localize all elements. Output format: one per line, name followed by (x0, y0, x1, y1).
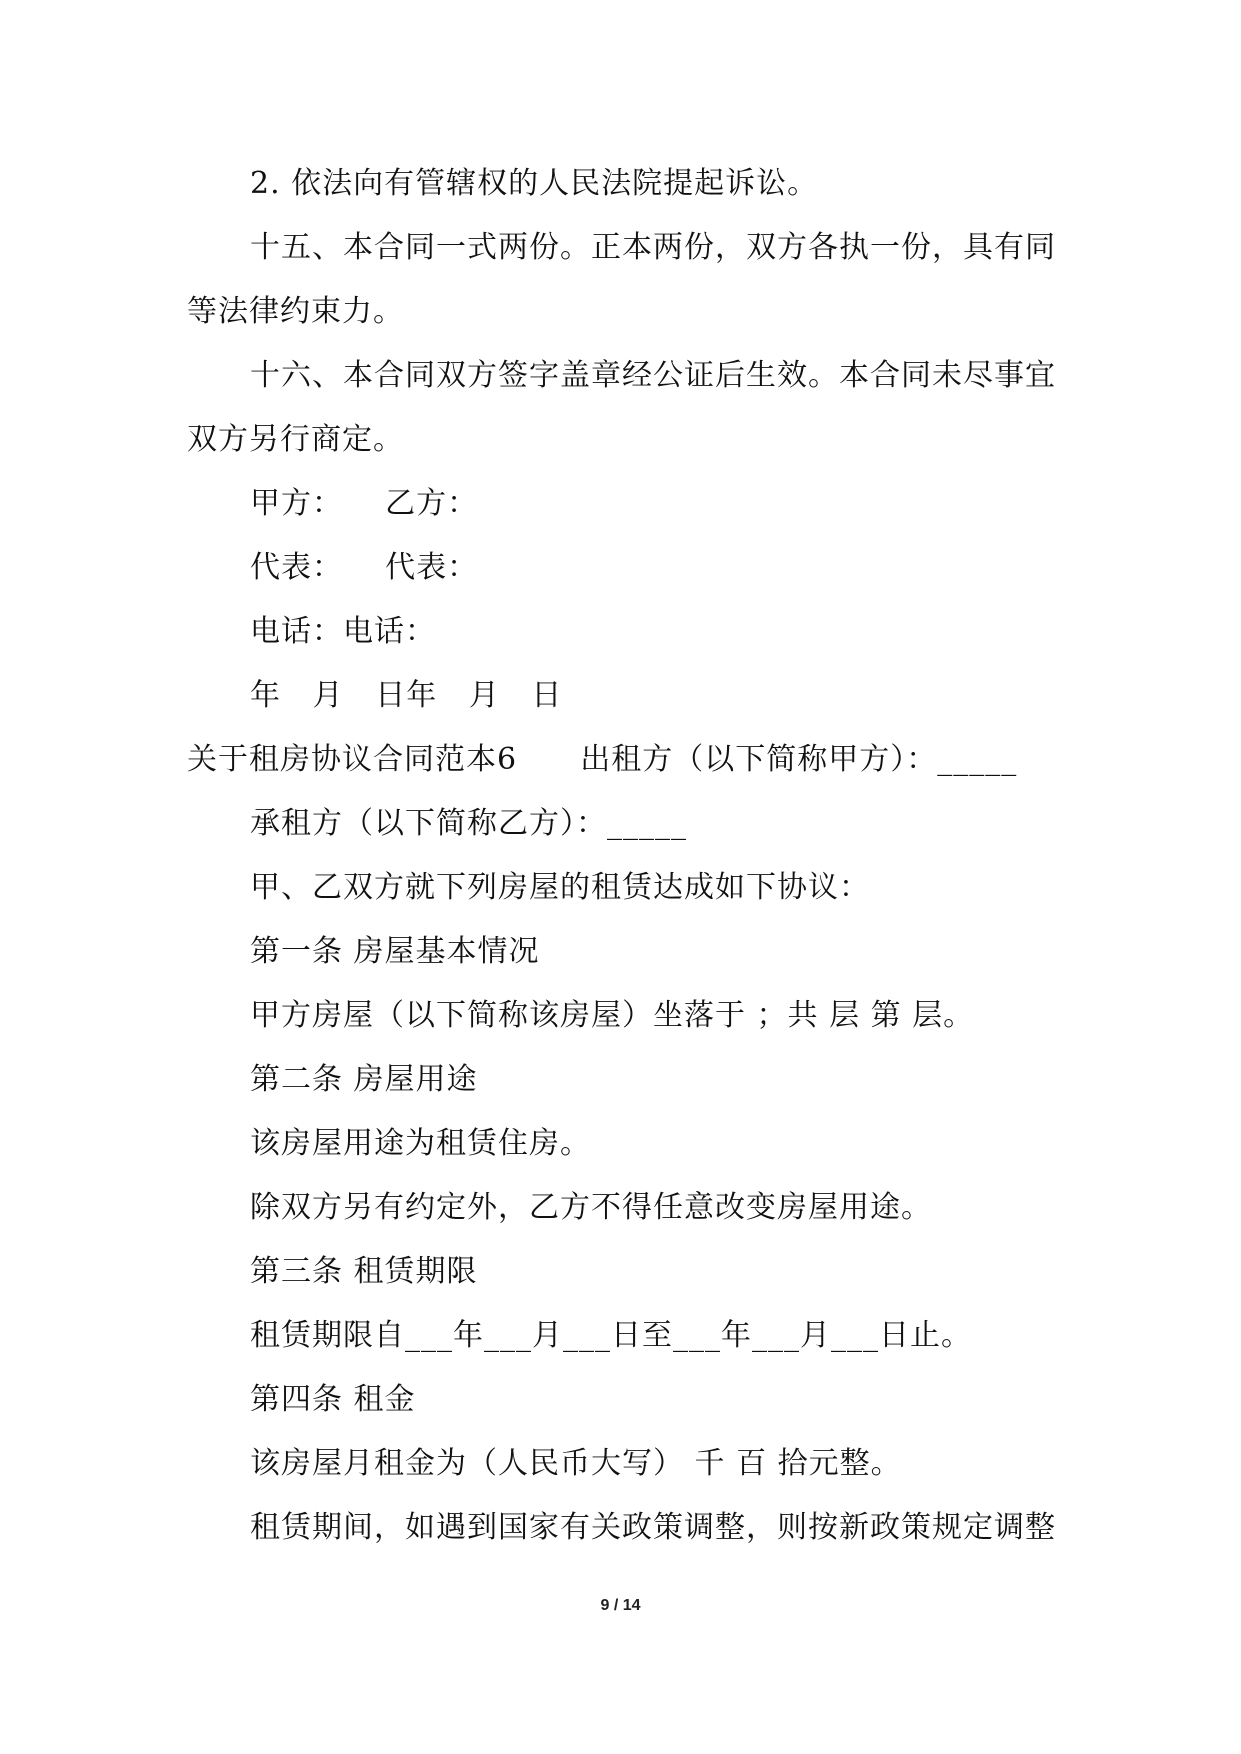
agreement-intro: 甲、乙双方就下列房屋的租赁达成如下协议： (250, 870, 870, 905)
article-3-body: 租赁期限自___年___月___日至___年___月___日止。 (250, 1318, 972, 1353)
contract-6-heading: 关于租房协议合同范本6 出租方（以下简称甲方）：_____ (187, 742, 1018, 777)
clause-15-copies-cont: 等法律约束力。 (187, 294, 404, 329)
signature-phones: 电话：电话： (250, 614, 436, 649)
article-3-title: 第三条 租赁期限 (250, 1254, 478, 1289)
article-2-body-2: 除双方另有约定外，乙方不得任意改变房屋用途。 (250, 1190, 932, 1225)
signature-parties: 甲方： 乙方： (250, 486, 479, 521)
article-1-title: 第一条 房屋基本情况 (250, 934, 540, 969)
article-4-body-2: 租赁期间，如遇到国家有关政策调整，则按新政策规定调整 (250, 1510, 1056, 1545)
clause-2-litigation: 2. 依法向有管辖权的人民法院提起诉讼。 (250, 166, 819, 201)
signature-dates: 年 月 日年 月 日 (250, 678, 563, 713)
clause-16-effect: 十六、本合同双方签字盖章经公证后生效。本合同未尽事宜 (250, 358, 1056, 393)
article-2-title: 第二条 房屋用途 (250, 1062, 478, 1097)
clause-16-effect-cont: 双方另行商定。 (187, 422, 404, 457)
article-4-title: 第四条 租金 (250, 1382, 416, 1417)
article-2-body-1: 该房屋用途为租赁住房。 (250, 1126, 591, 1161)
page-number: 9 / 14 (600, 1597, 641, 1614)
clause-15-copies: 十五、本合同一式两份。正本两份，双方各执一份，具有同 (250, 230, 1056, 265)
lessee-line: 承租方（以下简称乙方）：_____ (250, 806, 687, 841)
signature-representatives: 代表： 代表： (250, 550, 479, 585)
article-1-body: 甲方房屋（以下简称该房屋）坐落于 ；共 层 第 层。 (250, 998, 975, 1033)
article-4-body-1: 该房屋月租金为（人民币大写） 千 百 拾元整。 (250, 1446, 902, 1481)
